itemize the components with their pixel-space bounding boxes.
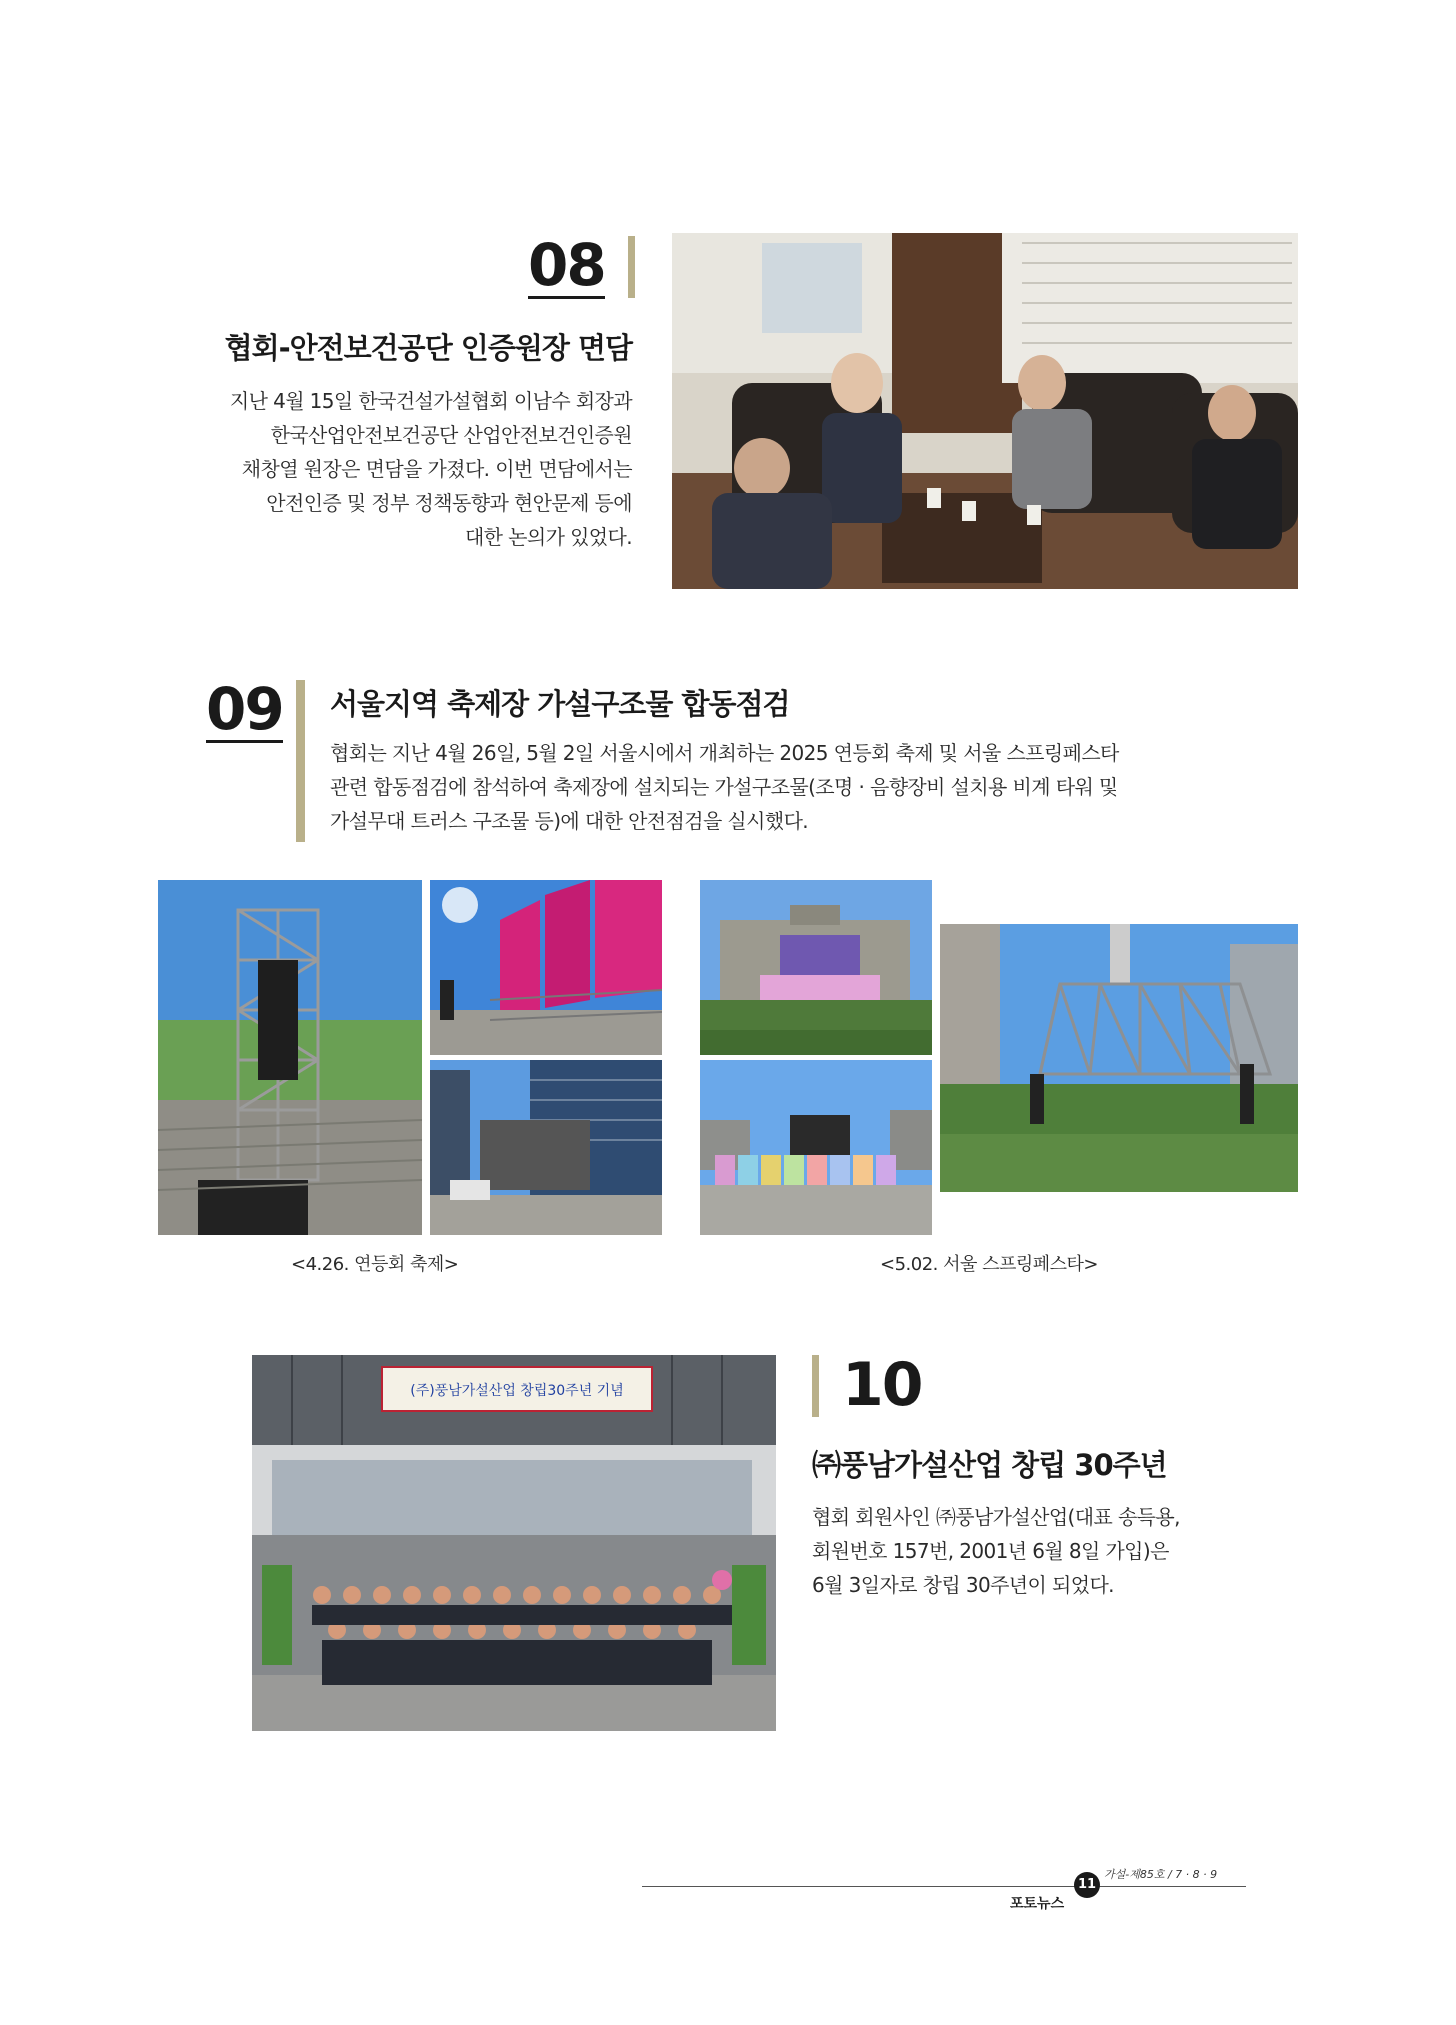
- item09-stage-structure-photo: [430, 1060, 662, 1235]
- item09-accent-bar: [296, 680, 305, 842]
- item08-body: [230, 384, 632, 554]
- item09-body: [330, 736, 1119, 838]
- item10-accent-bar: [812, 1355, 819, 1417]
- page-number-badge: 11: [1074, 1872, 1100, 1898]
- item10-body-line: 6월 3일자로 창립 30주년이 되었다.: [812, 1573, 1114, 1597]
- item08-body-line: 안전인증 및 정부 정책동향과 현안문제 등에: [266, 491, 632, 515]
- item09-body-line: 협회는 지난 4월 26일, 5월 2일 서울시에서 개최하는 2025 연등회 축제 및 서울 스프링페스타: [330, 741, 1119, 765]
- item09-scaffold-tower-photo: [158, 880, 422, 1235]
- item10-title: ㈜풍남가설산업 창립 30주년: [812, 1448, 1167, 1482]
- item10-body: [812, 1500, 1180, 1602]
- item10-group-photo: [252, 1355, 776, 1731]
- item08-body-line: 지난 4월 15일 한국건설가설협회 이남수 회장과: [229, 389, 632, 413]
- item08-body-line: 한국산업안전보건공단 산업안전보건인증원: [270, 423, 632, 447]
- item09-spring-festa-stage-photo: [700, 1060, 932, 1235]
- item09-banner-structure-photo: [430, 880, 662, 1055]
- footer-issue: 가설-제85호 / 7 · 8 · 9: [1104, 1868, 1218, 1881]
- item09-city-hall-festival-photo: [700, 880, 932, 1055]
- item08-body-line: 채창열 원장은 면담을 가졌다. 이번 면담에서는: [241, 457, 632, 481]
- footer-section-title: 포토뉴스: [1010, 1896, 1065, 1912]
- item08-body-line: 대한 논의가 있었다.: [464, 525, 632, 549]
- item08-number: 08: [528, 231, 605, 299]
- footer-rule: [642, 1886, 1246, 1887]
- item09-body-line: 관련 합동점검에 참석하여 축제장에 설치되는 가설구조물(조명 · 음향장비 설치용 비계 타워 및: [330, 775, 1118, 799]
- item09-number: 09: [206, 675, 283, 743]
- item09-caption-lantern-festival: <4.26. 연등회 축제>: [291, 1254, 459, 1275]
- item10-body-line: 협회 회원사인 ㈜풍남가설산업(대표 송득용,: [812, 1505, 1180, 1529]
- item08-title: 협회-안전보건공단 인증원장 면담: [224, 331, 632, 365]
- item09-body-line: 가설무대 트러스 구조물 등)에 대한 안전점검을 실시했다.: [330, 809, 809, 833]
- item10-banner-text: (주)풍남가설산업 창립30주년 기념: [410, 1383, 624, 1399]
- item10-number: 10: [842, 1350, 922, 1420]
- item09-caption-spring-festa: <5.02. 서울 스프링페스타>: [880, 1254, 1099, 1275]
- item09-title: 서울지역 축제장 가설구조물 합동점검: [330, 687, 790, 721]
- item09-rooftop-truss-photo: [940, 924, 1298, 1192]
- item08-meeting-photo: [672, 233, 1298, 589]
- item10-body-line: 회원번호 157번, 2001년 6월 8일 가입)은: [812, 1539, 1169, 1563]
- item08-accent-bar: [628, 236, 635, 298]
